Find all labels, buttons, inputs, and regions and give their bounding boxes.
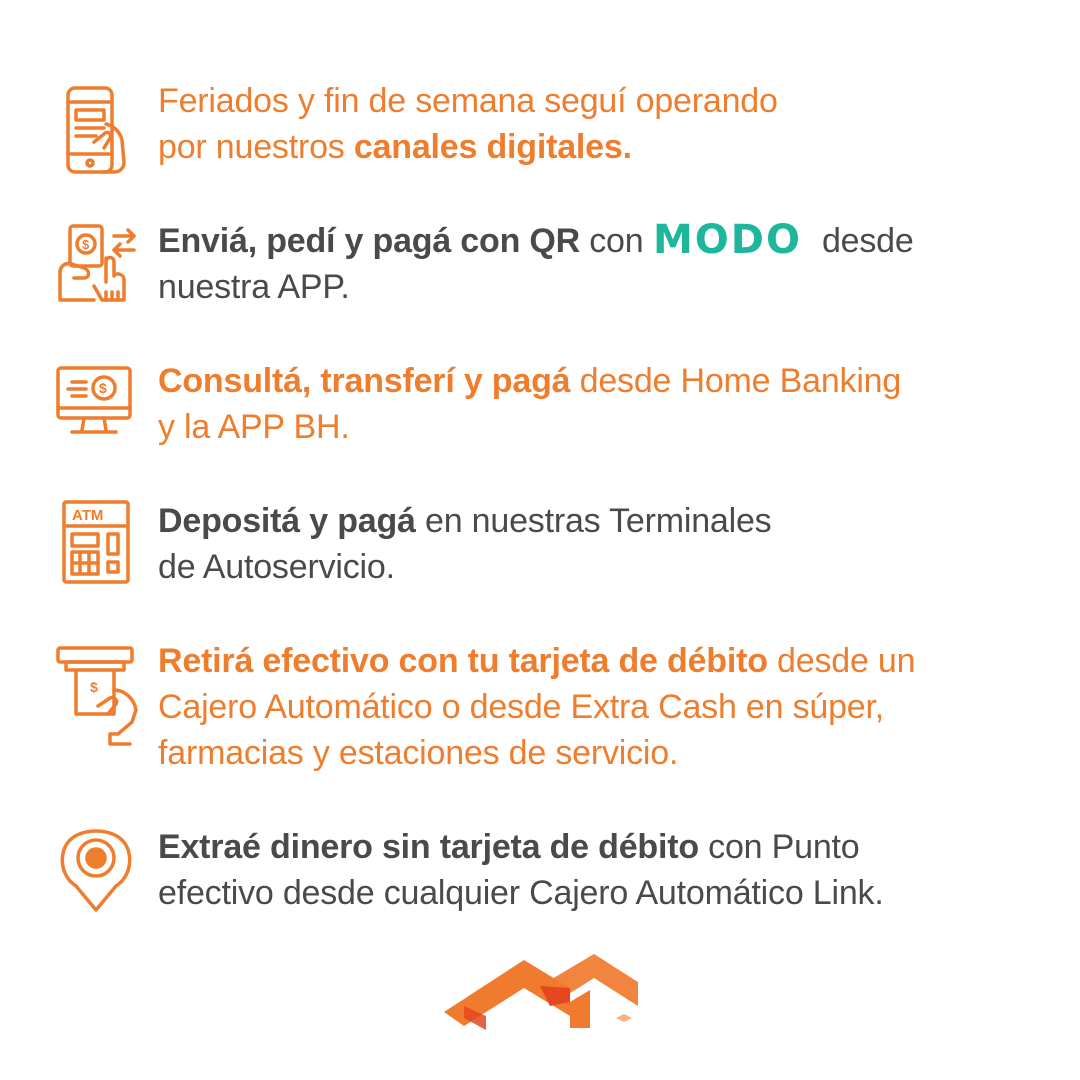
item-cash-text: Retirá efectivo con tu tarjeta de débito desde un Cajero Automático o desde Extra Cash en súper, farmacias y estaciones de servicio. (158, 642, 916, 772)
item-digital-text: Feriados y fin de semana seguí operando por nuestros canales digitales. (158, 82, 778, 166)
item-modo-text: Enviá, pedí y pagá con QR con MODO desde nuestra APP. (158, 219, 914, 306)
monitor-money-icon (54, 362, 134, 443)
bank-roofs-logo (440, 950, 640, 1045)
phone-hand-icon (54, 84, 134, 181)
svg-text:$: $ (82, 237, 90, 252)
item-punto-text: Extraé dinero sin tarjeta de débito con Punto efectivo desde cualquier Cajero Automático Link. (158, 828, 884, 912)
svg-text:$: $ (99, 380, 107, 396)
cash-withdraw-icon (54, 644, 144, 753)
svg-text:ATM: ATM (72, 507, 104, 524)
svg-text:$: $ (90, 679, 98, 695)
item-atm-text: Depositá y pagá en nuestras Terminales de Autoservicio. (158, 502, 772, 586)
location-pin-icon (54, 824, 138, 919)
svg-text:MODO: MODO (652, 219, 802, 260)
modo-logo (653, 219, 813, 259)
atm-icon (54, 498, 134, 591)
item-homebanking-text: Consultá, transferí y pagá desde Home Banking y la APP BH. (158, 362, 902, 446)
money-transfer-hand-icon (54, 222, 144, 311)
